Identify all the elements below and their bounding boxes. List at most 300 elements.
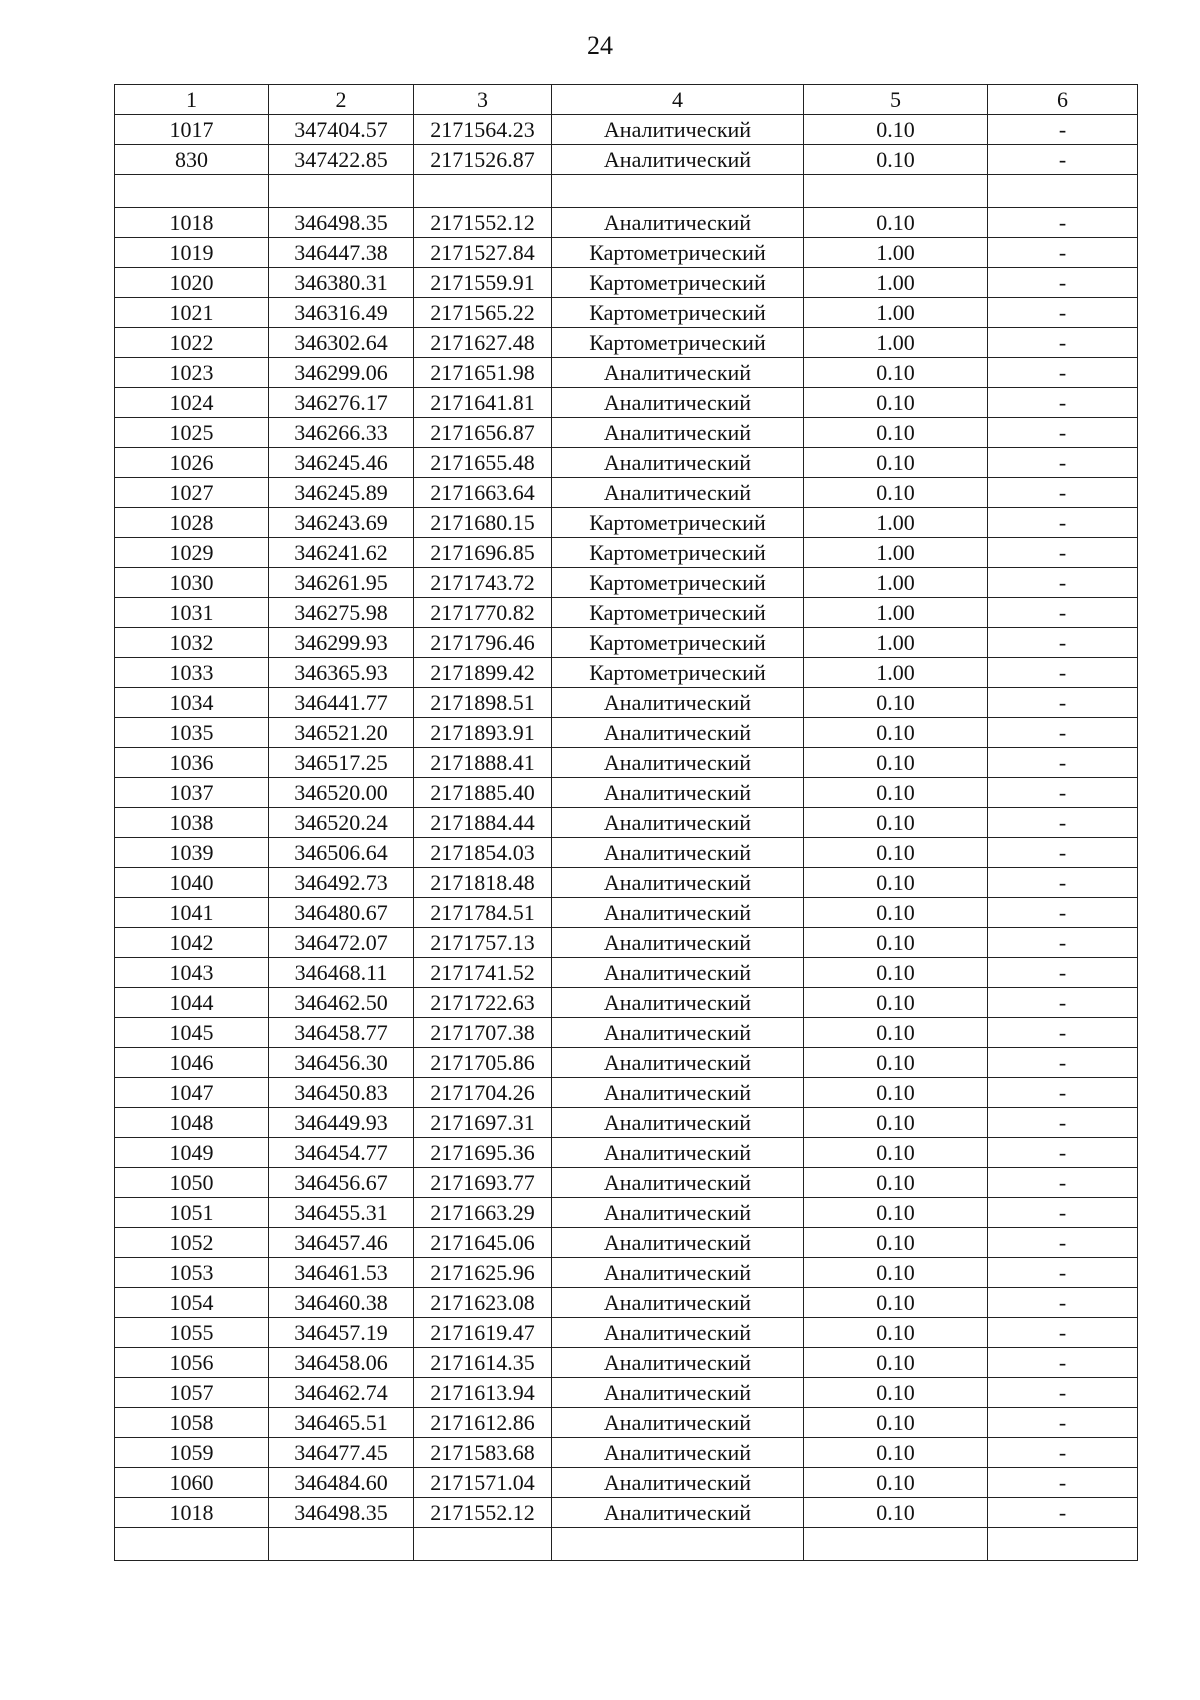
column-header-2: 2 — [269, 85, 414, 115]
x-coordinate-cell: 346245.89 — [269, 478, 414, 508]
method-cell — [552, 1528, 804, 1561]
y-coordinate-cell: 2171898.51 — [414, 688, 552, 718]
note-cell: - — [988, 238, 1138, 268]
note-cell: - — [988, 928, 1138, 958]
y-coordinate-cell: 2171704.26 — [414, 1078, 552, 1108]
table-row — [115, 1168, 1138, 1198]
point-number-cell: 1030 — [115, 568, 269, 598]
point-number-cell: 1022 — [115, 328, 269, 358]
point-number-cell: 1047 — [115, 1078, 269, 1108]
y-coordinate-cell: 2171651.98 — [414, 358, 552, 388]
x-coordinate-cell: 346365.93 — [269, 658, 414, 688]
note-cell: - — [988, 115, 1138, 145]
note-cell: - — [988, 568, 1138, 598]
table-row — [115, 418, 1138, 448]
method-cell: Аналитический — [552, 1408, 804, 1438]
y-coordinate-cell: 2171526.87 — [414, 145, 552, 175]
note-cell: - — [988, 598, 1138, 628]
table-row — [115, 718, 1138, 748]
point-number-cell: 1031 — [115, 598, 269, 628]
table-row — [115, 358, 1138, 388]
x-coordinate-cell: 346316.49 — [269, 298, 414, 328]
note-cell: - — [988, 1318, 1138, 1348]
accuracy-cell: 1.00 — [804, 298, 988, 328]
note-cell: - — [988, 1198, 1138, 1228]
x-coordinate-cell: 346462.74 — [269, 1378, 414, 1408]
x-coordinate-cell: 346458.06 — [269, 1348, 414, 1378]
note-cell: - — [988, 145, 1138, 175]
y-coordinate-cell: 2171818.48 — [414, 868, 552, 898]
table-row — [115, 298, 1138, 328]
method-cell: Картометрический — [552, 508, 804, 538]
table-row — [115, 1228, 1138, 1258]
method-cell: Аналитический — [552, 1228, 804, 1258]
accuracy-cell: 0.10 — [804, 1258, 988, 1288]
note-cell: - — [988, 628, 1138, 658]
table-row — [115, 1078, 1138, 1108]
method-cell: Аналитический — [552, 958, 804, 988]
table-row — [115, 328, 1138, 358]
note-cell: - — [988, 808, 1138, 838]
note-cell — [988, 1528, 1138, 1561]
table-row — [115, 1138, 1138, 1168]
method-cell — [552, 175, 804, 208]
point-number-cell: 1048 — [115, 1108, 269, 1138]
y-coordinate-cell: 2171571.04 — [414, 1468, 552, 1498]
y-coordinate-cell: 2171625.96 — [414, 1258, 552, 1288]
y-coordinate-cell: 2171854.03 — [414, 838, 552, 868]
x-coordinate-cell: 346441.77 — [269, 688, 414, 718]
accuracy-cell — [804, 175, 988, 208]
point-number-cell: 1018 — [115, 1498, 269, 1528]
note-cell — [988, 175, 1138, 208]
accuracy-cell: 1.00 — [804, 238, 988, 268]
point-number-cell: 1038 — [115, 808, 269, 838]
method-cell: Аналитический — [552, 145, 804, 175]
note-cell: - — [988, 358, 1138, 388]
table-row — [115, 868, 1138, 898]
method-cell: Аналитический — [552, 1048, 804, 1078]
y-coordinate-cell: 2171885.40 — [414, 778, 552, 808]
note-cell: - — [988, 1018, 1138, 1048]
column-header-1: 1 — [115, 85, 269, 115]
x-coordinate-cell: 346457.46 — [269, 1228, 414, 1258]
method-cell: Картометрический — [552, 628, 804, 658]
y-coordinate-cell: 2171612.86 — [414, 1408, 552, 1438]
accuracy-cell: 1.00 — [804, 268, 988, 298]
table-body — [115, 115, 1138, 1561]
note-cell: - — [988, 448, 1138, 478]
method-cell: Аналитический — [552, 115, 804, 145]
accuracy-cell: 1.00 — [804, 658, 988, 688]
point-number-cell: 1037 — [115, 778, 269, 808]
method-cell: Аналитический — [552, 1078, 804, 1108]
note-cell: - — [988, 718, 1138, 748]
point-number-cell: 1052 — [115, 1228, 269, 1258]
point-number-cell: 830 — [115, 145, 269, 175]
table-row — [115, 1318, 1138, 1348]
accuracy-cell: 0.10 — [804, 1408, 988, 1438]
y-coordinate-cell: 2171697.31 — [414, 1108, 552, 1138]
accuracy-cell: 1.00 — [804, 568, 988, 598]
accuracy-cell: 0.10 — [804, 388, 988, 418]
table-row — [115, 1288, 1138, 1318]
accuracy-cell: 0.10 — [804, 1168, 988, 1198]
point-number-cell: 1042 — [115, 928, 269, 958]
x-coordinate-cell: 347422.85 — [269, 145, 414, 175]
table-row — [115, 898, 1138, 928]
note-cell: - — [988, 508, 1138, 538]
method-cell: Аналитический — [552, 988, 804, 1018]
note-cell: - — [988, 778, 1138, 808]
table-row — [115, 115, 1138, 145]
y-coordinate-cell: 2171893.91 — [414, 718, 552, 748]
point-number-cell: 1021 — [115, 298, 269, 328]
y-coordinate-cell: 2171741.52 — [414, 958, 552, 988]
point-number-cell: 1025 — [115, 418, 269, 448]
table-row — [115, 388, 1138, 418]
point-number-cell: 1041 — [115, 898, 269, 928]
accuracy-cell: 0.10 — [804, 838, 988, 868]
y-coordinate-cell: 2171743.72 — [414, 568, 552, 598]
x-coordinate-cell: 346461.53 — [269, 1258, 414, 1288]
table-row — [115, 145, 1138, 175]
accuracy-cell: 0.10 — [804, 1318, 988, 1348]
x-coordinate-cell: 346480.67 — [269, 898, 414, 928]
y-coordinate-cell: 2171527.84 — [414, 238, 552, 268]
point-number-cell: 1036 — [115, 748, 269, 778]
y-coordinate-cell: 2171641.81 — [414, 388, 552, 418]
method-cell: Картометрический — [552, 598, 804, 628]
y-coordinate-cell: 2171645.06 — [414, 1228, 552, 1258]
x-coordinate-cell: 346276.17 — [269, 388, 414, 418]
x-coordinate-cell: 346521.20 — [269, 718, 414, 748]
method-cell: Аналитический — [552, 358, 804, 388]
y-coordinate-cell: 2171564.23 — [414, 115, 552, 145]
table-row — [115, 208, 1138, 238]
point-number-cell: 1033 — [115, 658, 269, 688]
table-row — [115, 1348, 1138, 1378]
method-cell: Картометрический — [552, 658, 804, 688]
y-coordinate-cell: 2171552.12 — [414, 208, 552, 238]
point-number-cell: 1056 — [115, 1348, 269, 1378]
y-coordinate-cell: 2171613.94 — [414, 1378, 552, 1408]
point-number-cell: 1050 — [115, 1168, 269, 1198]
point-number-cell: 1035 — [115, 718, 269, 748]
accuracy-cell: 0.10 — [804, 1198, 988, 1228]
method-cell: Аналитический — [552, 1468, 804, 1498]
y-coordinate-cell: 2171656.87 — [414, 418, 552, 448]
method-cell: Картометрический — [552, 298, 804, 328]
x-coordinate-cell: 346462.50 — [269, 988, 414, 1018]
note-cell: - — [988, 1438, 1138, 1468]
x-coordinate-cell: 346302.64 — [269, 328, 414, 358]
point-number-cell — [115, 1528, 269, 1561]
accuracy-cell: 0.10 — [804, 1498, 988, 1528]
table-row — [115, 748, 1138, 778]
table-row — [115, 538, 1138, 568]
y-coordinate-cell: 2171614.35 — [414, 1348, 552, 1378]
point-number-cell: 1028 — [115, 508, 269, 538]
accuracy-cell: 0.10 — [804, 1438, 988, 1468]
accuracy-cell: 0.10 — [804, 778, 988, 808]
accuracy-cell: 0.10 — [804, 1048, 988, 1078]
accuracy-cell: 0.10 — [804, 1348, 988, 1378]
accuracy-cell: 0.10 — [804, 868, 988, 898]
method-cell: Картометрический — [552, 238, 804, 268]
method-cell: Аналитический — [552, 418, 804, 448]
table-row — [115, 1528, 1138, 1561]
method-cell: Аналитический — [552, 778, 804, 808]
note-cell: - — [988, 418, 1138, 448]
point-number-cell: 1054 — [115, 1288, 269, 1318]
point-number-cell: 1018 — [115, 208, 269, 238]
accuracy-cell: 0.10 — [804, 1108, 988, 1138]
x-coordinate-cell: 346506.64 — [269, 838, 414, 868]
y-coordinate-cell: 2171693.77 — [414, 1168, 552, 1198]
table-row — [115, 1198, 1138, 1228]
x-coordinate-cell: 346299.93 — [269, 628, 414, 658]
y-coordinate-cell: 2171705.86 — [414, 1048, 552, 1078]
x-coordinate-cell: 346243.69 — [269, 508, 414, 538]
table-row — [115, 808, 1138, 838]
x-coordinate-cell: 346492.73 — [269, 868, 414, 898]
note-cell: - — [988, 478, 1138, 508]
table-row — [115, 1378, 1138, 1408]
x-coordinate-cell: 346498.35 — [269, 208, 414, 238]
table-row — [115, 478, 1138, 508]
method-cell: Аналитический — [552, 688, 804, 718]
y-coordinate-cell: 2171899.42 — [414, 658, 552, 688]
method-cell: Аналитический — [552, 1288, 804, 1318]
table-row — [115, 1438, 1138, 1468]
x-coordinate-cell: 346477.45 — [269, 1438, 414, 1468]
table-row — [115, 628, 1138, 658]
point-number-cell: 1019 — [115, 238, 269, 268]
table-row — [115, 928, 1138, 958]
x-coordinate-cell: 346241.62 — [269, 538, 414, 568]
table-row — [115, 1108, 1138, 1138]
method-cell: Аналитический — [552, 808, 804, 838]
table-row — [115, 448, 1138, 478]
method-cell: Аналитический — [552, 388, 804, 418]
x-coordinate-cell: 346447.38 — [269, 238, 414, 268]
y-coordinate-cell: 2171663.64 — [414, 478, 552, 508]
x-coordinate-cell: 346468.11 — [269, 958, 414, 988]
accuracy-cell: 0.10 — [804, 1228, 988, 1258]
accuracy-cell — [804, 1528, 988, 1561]
note-cell: - — [988, 688, 1138, 718]
accuracy-cell: 0.10 — [804, 1288, 988, 1318]
point-number-cell: 1044 — [115, 988, 269, 1018]
point-number-cell: 1046 — [115, 1048, 269, 1078]
table-row — [115, 508, 1138, 538]
y-coordinate-cell: 2171565.22 — [414, 298, 552, 328]
note-cell: - — [988, 1288, 1138, 1318]
method-cell: Картометрический — [552, 568, 804, 598]
note-cell: - — [988, 1258, 1138, 1288]
accuracy-cell: 0.10 — [804, 418, 988, 448]
note-cell: - — [988, 838, 1138, 868]
x-coordinate-cell: 346517.25 — [269, 748, 414, 778]
note-cell: - — [988, 658, 1138, 688]
point-number-cell: 1023 — [115, 358, 269, 388]
note-cell: - — [988, 1138, 1138, 1168]
method-cell: Аналитический — [552, 1198, 804, 1228]
accuracy-cell: 0.10 — [804, 115, 988, 145]
x-coordinate-cell: 346449.93 — [269, 1108, 414, 1138]
accuracy-cell: 0.10 — [804, 928, 988, 958]
note-cell: - — [988, 958, 1138, 988]
accuracy-cell: 0.10 — [804, 808, 988, 838]
y-coordinate-cell: 2171583.68 — [414, 1438, 552, 1468]
table-row — [115, 838, 1138, 868]
column-header-5: 5 — [804, 85, 988, 115]
note-cell: - — [988, 1108, 1138, 1138]
accuracy-cell: 0.10 — [804, 898, 988, 928]
y-coordinate-cell: 2171559.91 — [414, 268, 552, 298]
method-cell: Аналитический — [552, 1168, 804, 1198]
accuracy-cell: 0.10 — [804, 1378, 988, 1408]
method-cell: Аналитический — [552, 208, 804, 238]
method-cell: Картометрический — [552, 268, 804, 298]
accuracy-cell: 0.10 — [804, 1138, 988, 1168]
method-cell: Аналитический — [552, 748, 804, 778]
point-number-cell: 1045 — [115, 1018, 269, 1048]
accuracy-cell: 0.10 — [804, 988, 988, 1018]
note-cell: - — [988, 1048, 1138, 1078]
point-number-cell: 1060 — [115, 1468, 269, 1498]
table-row — [115, 1498, 1138, 1528]
y-coordinate-cell: 2171552.12 — [414, 1498, 552, 1528]
point-number-cell: 1024 — [115, 388, 269, 418]
table-row — [115, 688, 1138, 718]
y-coordinate-cell: 2171627.48 — [414, 328, 552, 358]
y-coordinate-cell: 2171655.48 — [414, 448, 552, 478]
y-coordinate-cell: 2171623.08 — [414, 1288, 552, 1318]
method-cell: Аналитический — [552, 718, 804, 748]
point-number-cell: 1049 — [115, 1138, 269, 1168]
accuracy-cell: 1.00 — [804, 598, 988, 628]
x-coordinate-cell: 346245.46 — [269, 448, 414, 478]
method-cell: Аналитический — [552, 868, 804, 898]
x-coordinate-cell — [269, 175, 414, 208]
accuracy-cell: 0.10 — [804, 145, 988, 175]
note-cell: - — [988, 1228, 1138, 1258]
page-number: 24 — [587, 31, 613, 60]
accuracy-cell: 0.10 — [804, 958, 988, 988]
accuracy-cell: 0.10 — [804, 208, 988, 238]
y-coordinate-cell: 2171757.13 — [414, 928, 552, 958]
x-coordinate-cell: 346261.95 — [269, 568, 414, 598]
method-cell: Картометрический — [552, 538, 804, 568]
note-cell: - — [988, 1078, 1138, 1108]
table-row — [115, 1018, 1138, 1048]
note-cell: - — [988, 1468, 1138, 1498]
table-row — [115, 1408, 1138, 1438]
x-coordinate-cell: 346498.35 — [269, 1498, 414, 1528]
accuracy-cell: 1.00 — [804, 538, 988, 568]
point-number-cell: 1059 — [115, 1438, 269, 1468]
table-row — [115, 1048, 1138, 1078]
column-header-3: 3 — [414, 85, 552, 115]
x-coordinate-cell: 346266.33 — [269, 418, 414, 448]
y-coordinate-cell: 2171770.82 — [414, 598, 552, 628]
point-number-cell: 1053 — [115, 1258, 269, 1288]
x-coordinate-cell: 346380.31 — [269, 268, 414, 298]
note-cell: - — [988, 298, 1138, 328]
table-header-row — [115, 85, 1138, 115]
point-number-cell: 1055 — [115, 1318, 269, 1348]
table-row — [115, 568, 1138, 598]
x-coordinate-cell: 347404.57 — [269, 115, 414, 145]
note-cell: - — [988, 208, 1138, 238]
x-coordinate-cell: 346299.06 — [269, 358, 414, 388]
method-cell: Аналитический — [552, 1438, 804, 1468]
method-cell: Аналитический — [552, 898, 804, 928]
x-coordinate-cell: 346520.24 — [269, 808, 414, 838]
point-number-cell: 1032 — [115, 628, 269, 658]
x-coordinate-cell: 346457.19 — [269, 1318, 414, 1348]
method-cell: Картометрический — [552, 328, 804, 358]
column-header-6: 6 — [988, 85, 1138, 115]
x-coordinate-cell: 346454.77 — [269, 1138, 414, 1168]
accuracy-cell: 0.10 — [804, 448, 988, 478]
y-coordinate-cell: 2171696.85 — [414, 538, 552, 568]
x-coordinate-cell: 346450.83 — [269, 1078, 414, 1108]
accuracy-cell: 0.10 — [804, 718, 988, 748]
method-cell: Аналитический — [552, 928, 804, 958]
method-cell: Аналитический — [552, 1498, 804, 1528]
method-cell: Аналитический — [552, 1258, 804, 1288]
note-cell: - — [988, 898, 1138, 928]
x-coordinate-cell: 346458.77 — [269, 1018, 414, 1048]
table-row — [115, 958, 1138, 988]
x-coordinate-cell: 346456.30 — [269, 1048, 414, 1078]
point-number-cell: 1058 — [115, 1408, 269, 1438]
note-cell: - — [988, 1498, 1138, 1528]
note-cell: - — [988, 1408, 1138, 1438]
accuracy-cell: 0.10 — [804, 1078, 988, 1108]
table-row — [115, 658, 1138, 688]
point-number-cell: 1026 — [115, 448, 269, 478]
point-number-cell: 1029 — [115, 538, 269, 568]
method-cell: Аналитический — [552, 1348, 804, 1378]
note-cell: - — [988, 1168, 1138, 1198]
accuracy-cell: 1.00 — [804, 508, 988, 538]
method-cell: Аналитический — [552, 478, 804, 508]
point-number-cell: 1027 — [115, 478, 269, 508]
y-coordinate-cell: 2171619.47 — [414, 1318, 552, 1348]
accuracy-cell: 0.10 — [804, 1468, 988, 1498]
point-number-cell: 1043 — [115, 958, 269, 988]
method-cell: Аналитический — [552, 1138, 804, 1168]
accuracy-cell: 1.00 — [804, 328, 988, 358]
method-cell: Аналитический — [552, 448, 804, 478]
point-number-cell: 1040 — [115, 868, 269, 898]
table-row — [115, 1468, 1138, 1498]
x-coordinate-cell — [269, 1528, 414, 1561]
point-number-cell — [115, 175, 269, 208]
y-coordinate-cell: 2171680.15 — [414, 508, 552, 538]
x-coordinate-cell: 346520.00 — [269, 778, 414, 808]
accuracy-cell: 0.10 — [804, 1018, 988, 1048]
note-cell: - — [988, 328, 1138, 358]
table-row — [115, 268, 1138, 298]
method-cell: Аналитический — [552, 838, 804, 868]
coordinates-table — [114, 84, 1138, 1561]
method-cell: Аналитический — [552, 1018, 804, 1048]
